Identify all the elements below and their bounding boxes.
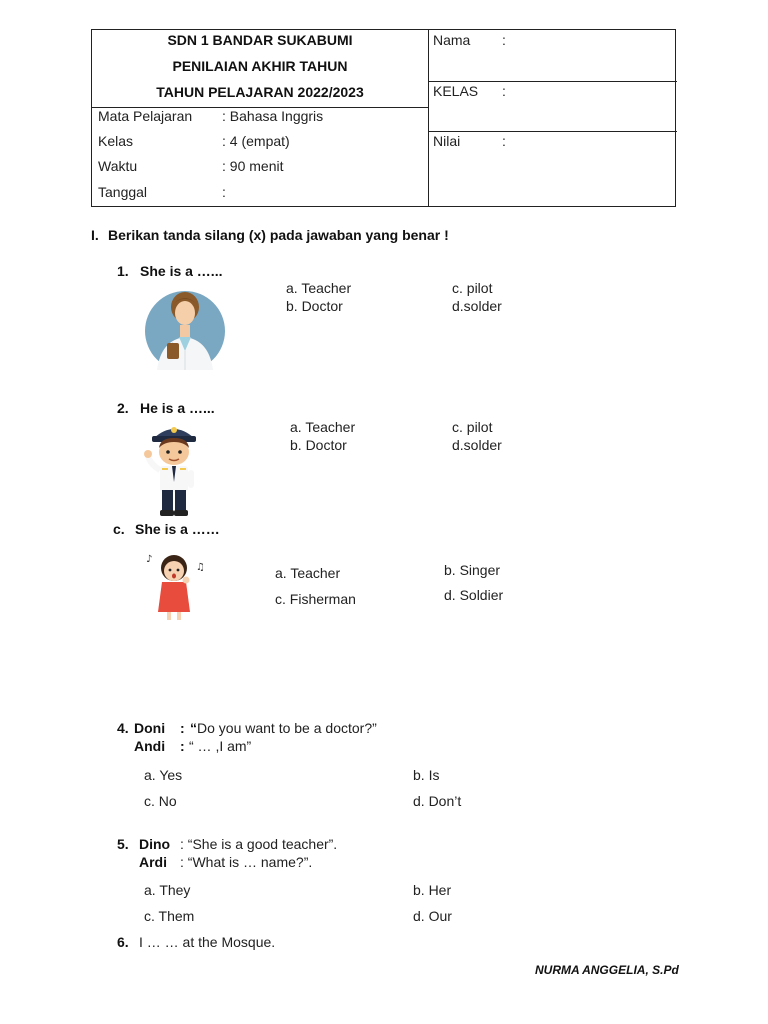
option-a[interactable]: a. Yes xyxy=(144,767,183,783)
kelas-label: KELAS xyxy=(433,83,479,99)
score-label: Nilai xyxy=(433,133,461,149)
author-name: NURMA ANGGELIA, S.Pd xyxy=(535,963,679,977)
svg-text:♫: ♫ xyxy=(196,562,205,573)
question-number: 4. xyxy=(117,720,129,736)
kelas-field[interactable]: : xyxy=(502,83,506,99)
question-number: 6. xyxy=(117,934,129,950)
school-year: TAHUN PELAJARAN 2022/2023 xyxy=(156,84,364,100)
option-a[interactable]: a. Teacher xyxy=(290,419,356,435)
option-d[interactable]: d. Don’t xyxy=(413,793,462,809)
subject-label: Mata Pelajaran xyxy=(98,108,193,124)
dialogue-line-2: : “What is … name?”. xyxy=(180,854,313,870)
option-b[interactable]: b. Her xyxy=(413,882,452,898)
speaker-1: Dino xyxy=(139,836,171,852)
dialogue-line-1: Do you want to be a doctor?” xyxy=(197,720,377,736)
singing-girl-image xyxy=(140,548,210,624)
option-b[interactable]: b. Doctor xyxy=(286,298,343,314)
pilot-boy-image xyxy=(140,420,208,518)
question-text: He is a …... xyxy=(140,400,215,416)
score-field[interactable]: : xyxy=(502,133,506,149)
question-number: c. xyxy=(113,521,125,537)
question-number: 2. xyxy=(117,400,129,416)
subject-value: : Bahasa Inggris xyxy=(222,108,324,124)
option-b[interactable]: b. Singer xyxy=(444,562,501,578)
option-c[interactable]: c. pilot xyxy=(452,419,493,435)
option-c[interactable]: c. No xyxy=(144,793,177,809)
option-a[interactable]: a. Teacher xyxy=(286,280,352,296)
header-divider-vertical xyxy=(428,30,429,206)
class-label: Kelas xyxy=(98,133,134,149)
dialogue-separator: : xyxy=(180,720,185,736)
option-d[interactable]: d. Soldier xyxy=(444,587,504,603)
option-b[interactable]: b. Doctor xyxy=(290,437,347,453)
dialogue-quote: “ xyxy=(190,720,197,736)
option-c[interactable]: c. Them xyxy=(144,908,195,924)
dialogue-line-2: “ … ,I am” xyxy=(189,738,252,754)
question-text: She is a …… xyxy=(135,521,220,537)
header-divider xyxy=(428,81,677,82)
header-divider xyxy=(428,131,677,132)
speaker-2: Andi xyxy=(134,738,166,754)
option-c[interactable]: c. Fisherman xyxy=(275,591,356,607)
option-a[interactable]: a. They xyxy=(144,882,191,898)
question-text: She is a …... xyxy=(140,263,223,279)
dialogue-separator: : xyxy=(180,738,185,754)
school-name: SDN 1 BANDAR SUKABUMI xyxy=(167,32,353,48)
dialogue-line-1: : “She is a good teacher”. xyxy=(180,836,338,852)
option-d[interactable]: d.solder xyxy=(452,298,502,314)
date-label: Tanggal xyxy=(98,184,148,200)
name-field[interactable]: : xyxy=(502,32,506,48)
question-number: 1. xyxy=(117,263,129,279)
section-number: I. xyxy=(91,227,99,243)
question-number: 5. xyxy=(117,836,129,852)
option-d[interactable]: d. Our xyxy=(413,908,452,924)
date-value: : xyxy=(222,184,226,200)
option-c[interactable]: c. pilot xyxy=(452,280,493,296)
speaker-2: Ardi xyxy=(139,854,167,870)
section-instruction: Berikan tanda silang (x) pada jawaban yang benar ! xyxy=(108,227,449,243)
speaker-1: Doni xyxy=(134,720,166,736)
option-d[interactable]: d.solder xyxy=(452,437,502,453)
female-doctor-image xyxy=(143,285,227,370)
exam-name: PENILAIAN AKHIR TAHUN xyxy=(172,58,348,74)
time-value: : 90 menit xyxy=(222,158,284,174)
question-text: I … … at the Mosque. xyxy=(139,934,276,950)
time-label: Waktu xyxy=(98,158,138,174)
class-value: : 4 (empat) xyxy=(222,133,290,149)
name-label: Nama xyxy=(433,32,471,48)
option-a[interactable]: a. Teacher xyxy=(275,565,341,581)
svg-text:♪: ♪ xyxy=(146,554,153,565)
header-table xyxy=(91,29,676,207)
option-b[interactable]: b. Is xyxy=(413,767,440,783)
